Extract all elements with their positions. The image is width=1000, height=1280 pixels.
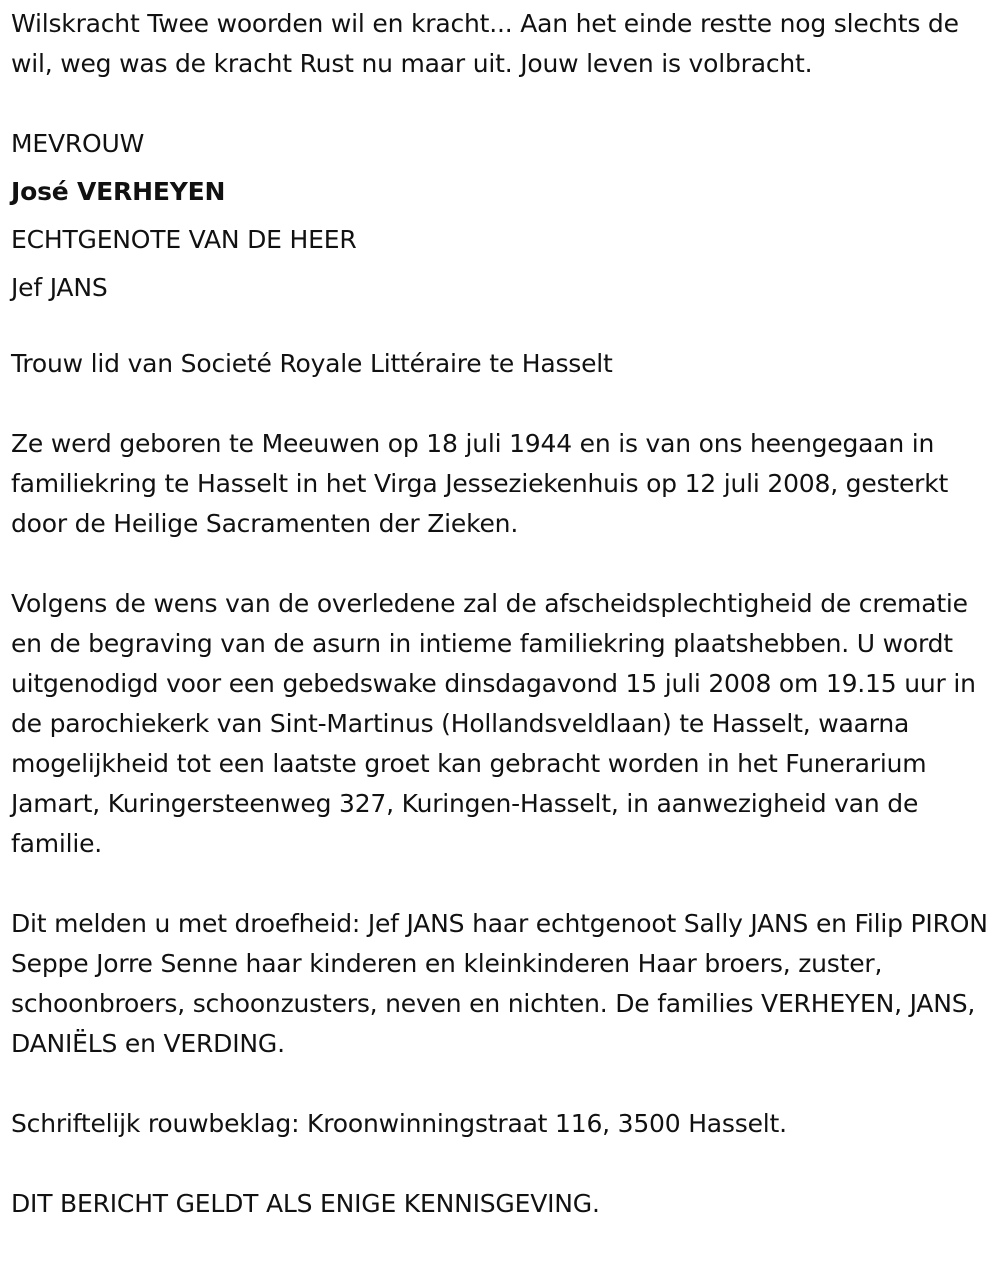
- obituary-notice: [11, 4, 991, 1224]
- spouse-name: Jef JANS: [11, 273, 108, 302]
- intro-poem: Wilskracht Twee woorden wil en kracht... Aan het einde restte nog slechts de wil, weg was de kracht Rust nu maar uit. Jouw leven is volbracht.: [11, 9, 959, 78]
- birth-death-text: Ze werd geboren te Meeuwen op 18 juli 1944 en is van ons heengegaan in familiekring te Hasselt in het Virga Jesseziekenhuis op 12 juli 2008, gesterkt door de Heilige Sacramenten der Zieken.: [11, 429, 949, 538]
- notice-text: DIT BERICHT GELDT ALS ENIGE KENNISGEVING.: [11, 1189, 600, 1218]
- membership-text: Trouw lid van Societé Royale Littéraire te Hasselt: [11, 349, 613, 378]
- condolences-text: Schriftelijk rouwbeklag: Kroonwinningstraat 116, 3500 Hasselt.: [11, 1109, 787, 1138]
- family-text: Dit melden u met droefheid: Jef JANS haar echtgenoot Sally JANS en Filip PIRON Seppe Jorre Senne haar kinderen en kleinkinderen Haar broers, zuster, schoonbroers, schoonzusters, neven en nichten. De families VERHEYEN, JANS, DANIËLS en VERDING.: [11, 909, 988, 1058]
- title-label: MEVROUW: [11, 129, 145, 158]
- deceased-name: José VERHEYEN: [11, 177, 226, 206]
- deceased-heading: [11, 120, 991, 312]
- ceremony-text: Volgens de wens van de overledene zal de afscheidsplechtigheid de crematie en de begraving van de asurn in intieme familiekring plaatshebben. U wordt uitgenodigd voor een gebedswake dinsdagavond 15 juli 2008 om 19.15 uur in de parochiekerk van Sint-Martinus (Hollandsveldlaan) te Hasselt, waarna mogelijkheid tot een laatste groet kan gebracht worden in het Funerarium Jamart, Kuringersteenweg 327, Kuringen-Hasselt, in aanwezigheid van de familie.: [11, 589, 976, 858]
- relation-label: ECHTGENOTE VAN DE HEER: [11, 225, 357, 254]
